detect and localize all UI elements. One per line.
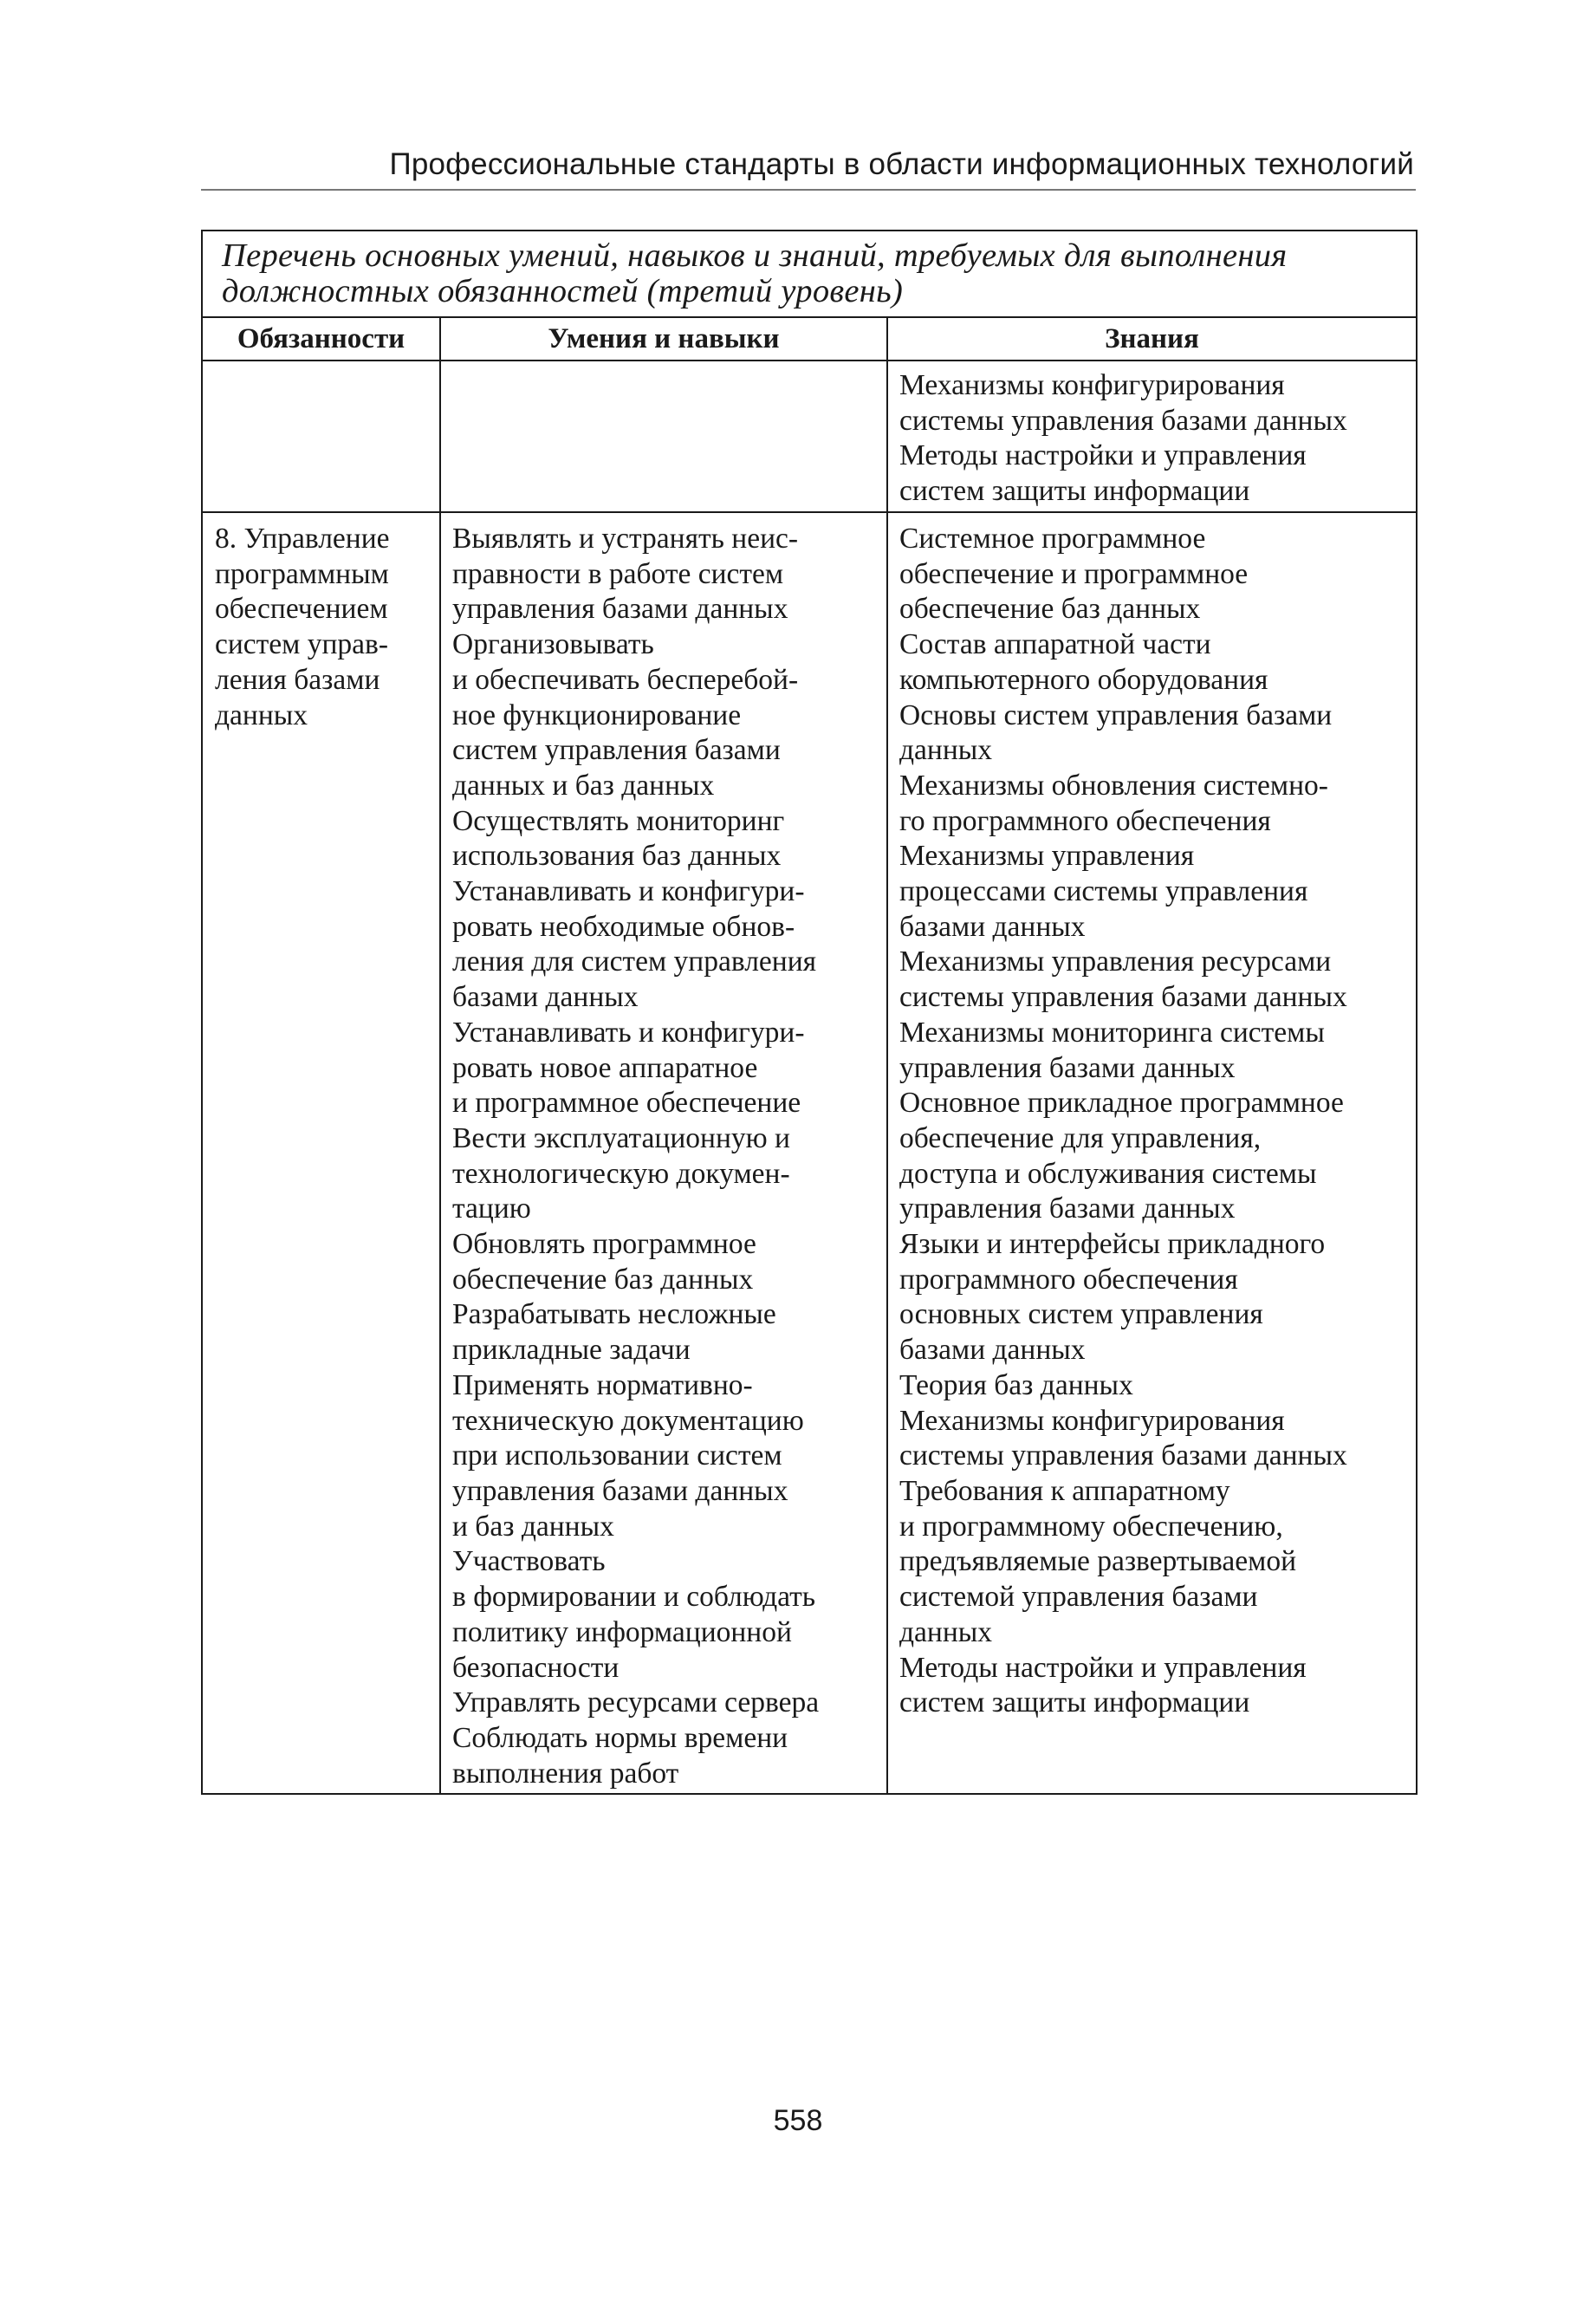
cell-line: политику информационной xyxy=(452,1615,792,1648)
cell-line: базами данных xyxy=(899,1334,1086,1367)
cell-line: Соблюдать нормы времени xyxy=(452,1721,788,1754)
cell-line: ное функционирование xyxy=(452,698,742,731)
cell-line: тацию xyxy=(452,1192,531,1225)
cell-line: Участвовать xyxy=(452,1545,606,1578)
cell-line: системы управления базами данных xyxy=(899,404,1347,437)
cell-line: систем защиты информации xyxy=(899,475,1250,508)
cell-line: Механизмы управления ресурсами xyxy=(899,945,1332,978)
cell-line: управления базами данных xyxy=(452,593,788,626)
cell-line: и программному обеспечению, xyxy=(899,1510,1283,1543)
cell-line: ления для систем управления xyxy=(452,945,817,978)
cell-line: доступа и обслуживания системы xyxy=(899,1157,1317,1190)
caption-line: должностных обязанностей (третий уровень) xyxy=(222,273,904,309)
cell-line: Выявлять и устранять неис- xyxy=(452,523,799,555)
knowledge-cell xyxy=(887,512,1417,1794)
cell-line: Устанавливать и конфигури- xyxy=(452,1016,805,1049)
cell-line: Основы систем управления базами xyxy=(899,698,1333,731)
cell-line: безопасности xyxy=(452,1651,620,1684)
knowledge-cell xyxy=(887,361,1417,512)
cell-line: Управлять ресурсами сервера xyxy=(452,1686,820,1719)
cell-line: систем защиты информации xyxy=(899,1686,1250,1719)
cell-line: 8. Управление xyxy=(215,523,390,555)
cell-line: обеспечение и программное xyxy=(899,557,1249,590)
cell-line: Механизмы конфигурирования xyxy=(899,1404,1285,1437)
cell-line: данных xyxy=(899,1615,993,1648)
cell-line: программным xyxy=(215,557,389,590)
cell-line: выполнения работ xyxy=(452,1757,679,1790)
cell-line: го программного обеспечения xyxy=(899,804,1271,837)
cell-line: Разрабатывать несложные xyxy=(452,1298,776,1331)
cell-line: и программное обеспечение xyxy=(452,1087,801,1120)
cell-line: и баз данных xyxy=(452,1510,614,1543)
cell-line: основных систем управления xyxy=(899,1298,1263,1331)
skills-cell xyxy=(440,361,887,512)
cell-line: и обеспечивать бесперебой- xyxy=(452,663,799,696)
cell-line: Устанавливать и конфигури- xyxy=(452,875,805,908)
header-rule xyxy=(201,189,1416,191)
cell-line: Механизмы обновления системно- xyxy=(899,769,1328,802)
cell-line: Обновлять программное xyxy=(452,1228,756,1261)
cell-line: Языки и интерфейсы прикладного xyxy=(899,1228,1326,1261)
cell-line: управления базами данных xyxy=(899,1192,1236,1225)
cell-line: правности в работе систем xyxy=(452,557,784,590)
cell-line: ления базами xyxy=(215,663,380,696)
cell-line: Вести эксплуатационную и xyxy=(452,1121,790,1154)
cell-line: прикладные задачи xyxy=(452,1334,691,1367)
cell-line: техническую документацию xyxy=(452,1404,804,1437)
column-header-duties: Обязанности xyxy=(202,317,440,361)
cell-line: Основное прикладное программное xyxy=(899,1087,1344,1120)
cell-line: обеспечение баз данных xyxy=(899,593,1201,626)
cell-line: базами данных xyxy=(452,981,639,1014)
column-header-knowledge: Знания xyxy=(887,317,1417,361)
cell-line: Состав аппаратной части xyxy=(899,628,1211,661)
cell-line: ровать новое аппаратное xyxy=(452,1051,758,1084)
cell-line: Требования к аппаратному xyxy=(899,1474,1230,1507)
cell-line: предъявляемые развертываемой xyxy=(899,1545,1296,1578)
cell-line: в формировании и соблюдать xyxy=(452,1581,816,1614)
cell-line: систем управ- xyxy=(215,628,389,661)
cell-line: Осуществлять мониторинг xyxy=(452,804,785,837)
competency-table xyxy=(201,230,1418,1795)
cell-line: компьютерного оборудования xyxy=(899,663,1268,696)
cell-line: обеспечение баз данных xyxy=(452,1263,754,1296)
cell-line: управления базами данных xyxy=(452,1474,788,1507)
cell-line: программного обеспечения xyxy=(899,1263,1238,1296)
cell-line: данных xyxy=(215,698,308,731)
table-row-8 xyxy=(202,512,1417,1794)
cell-line: Методы настройки и управления xyxy=(899,439,1307,472)
running-header: Профессиональные стандарты в области информационных технологий xyxy=(389,147,1414,181)
cell-line: Системное программное xyxy=(899,523,1206,555)
cell-line: обеспечением xyxy=(215,593,388,626)
cell-line: систем управления базами xyxy=(452,734,781,767)
cell-line: ровать необходимые обнов- xyxy=(452,910,795,943)
table-caption xyxy=(202,231,1417,317)
caption-line: Перечень основных умений, навыков и знаний, требуемых для выполнения xyxy=(222,237,1288,274)
cell-line: Механизмы конфигурирования xyxy=(899,369,1285,401)
cell-line: управления базами данных xyxy=(899,1051,1236,1084)
cell-line: использования баз данных xyxy=(452,840,782,873)
cell-line: Методы настройки и управления xyxy=(899,1651,1307,1684)
duties-cell xyxy=(202,361,440,512)
page-number: 558 xyxy=(773,2104,823,2137)
cell-line: данных xyxy=(899,734,993,767)
cell-line: Механизмы управления xyxy=(899,840,1195,873)
cell-line: процессами системы управления xyxy=(899,875,1308,908)
table-row-continuation xyxy=(202,361,1417,512)
cell-line: при использовании систем xyxy=(452,1439,782,1472)
cell-line: системы управления базами данных xyxy=(899,1439,1347,1472)
cell-line: Механизмы мониторинга системы xyxy=(899,1016,1325,1049)
cell-line: обеспечение для управления, xyxy=(899,1121,1262,1154)
cell-line: технологическую докумен- xyxy=(452,1157,790,1190)
skills-cell xyxy=(440,512,887,1794)
cell-line: Применять нормативно- xyxy=(452,1368,753,1401)
cell-line: системой управления базами xyxy=(899,1581,1258,1614)
cell-line: системы управления базами данных xyxy=(899,981,1347,1014)
cell-line: данных и баз данных xyxy=(452,769,715,802)
column-header-row xyxy=(202,317,1417,361)
cell-line: Теория баз данных xyxy=(899,1368,1133,1401)
duties-cell xyxy=(202,512,440,1794)
cell-line: базами данных xyxy=(899,910,1086,943)
column-header-skills: Умения и навыки xyxy=(440,317,887,361)
cell-line: Организовывать xyxy=(452,628,654,661)
caption-row xyxy=(202,231,1417,317)
